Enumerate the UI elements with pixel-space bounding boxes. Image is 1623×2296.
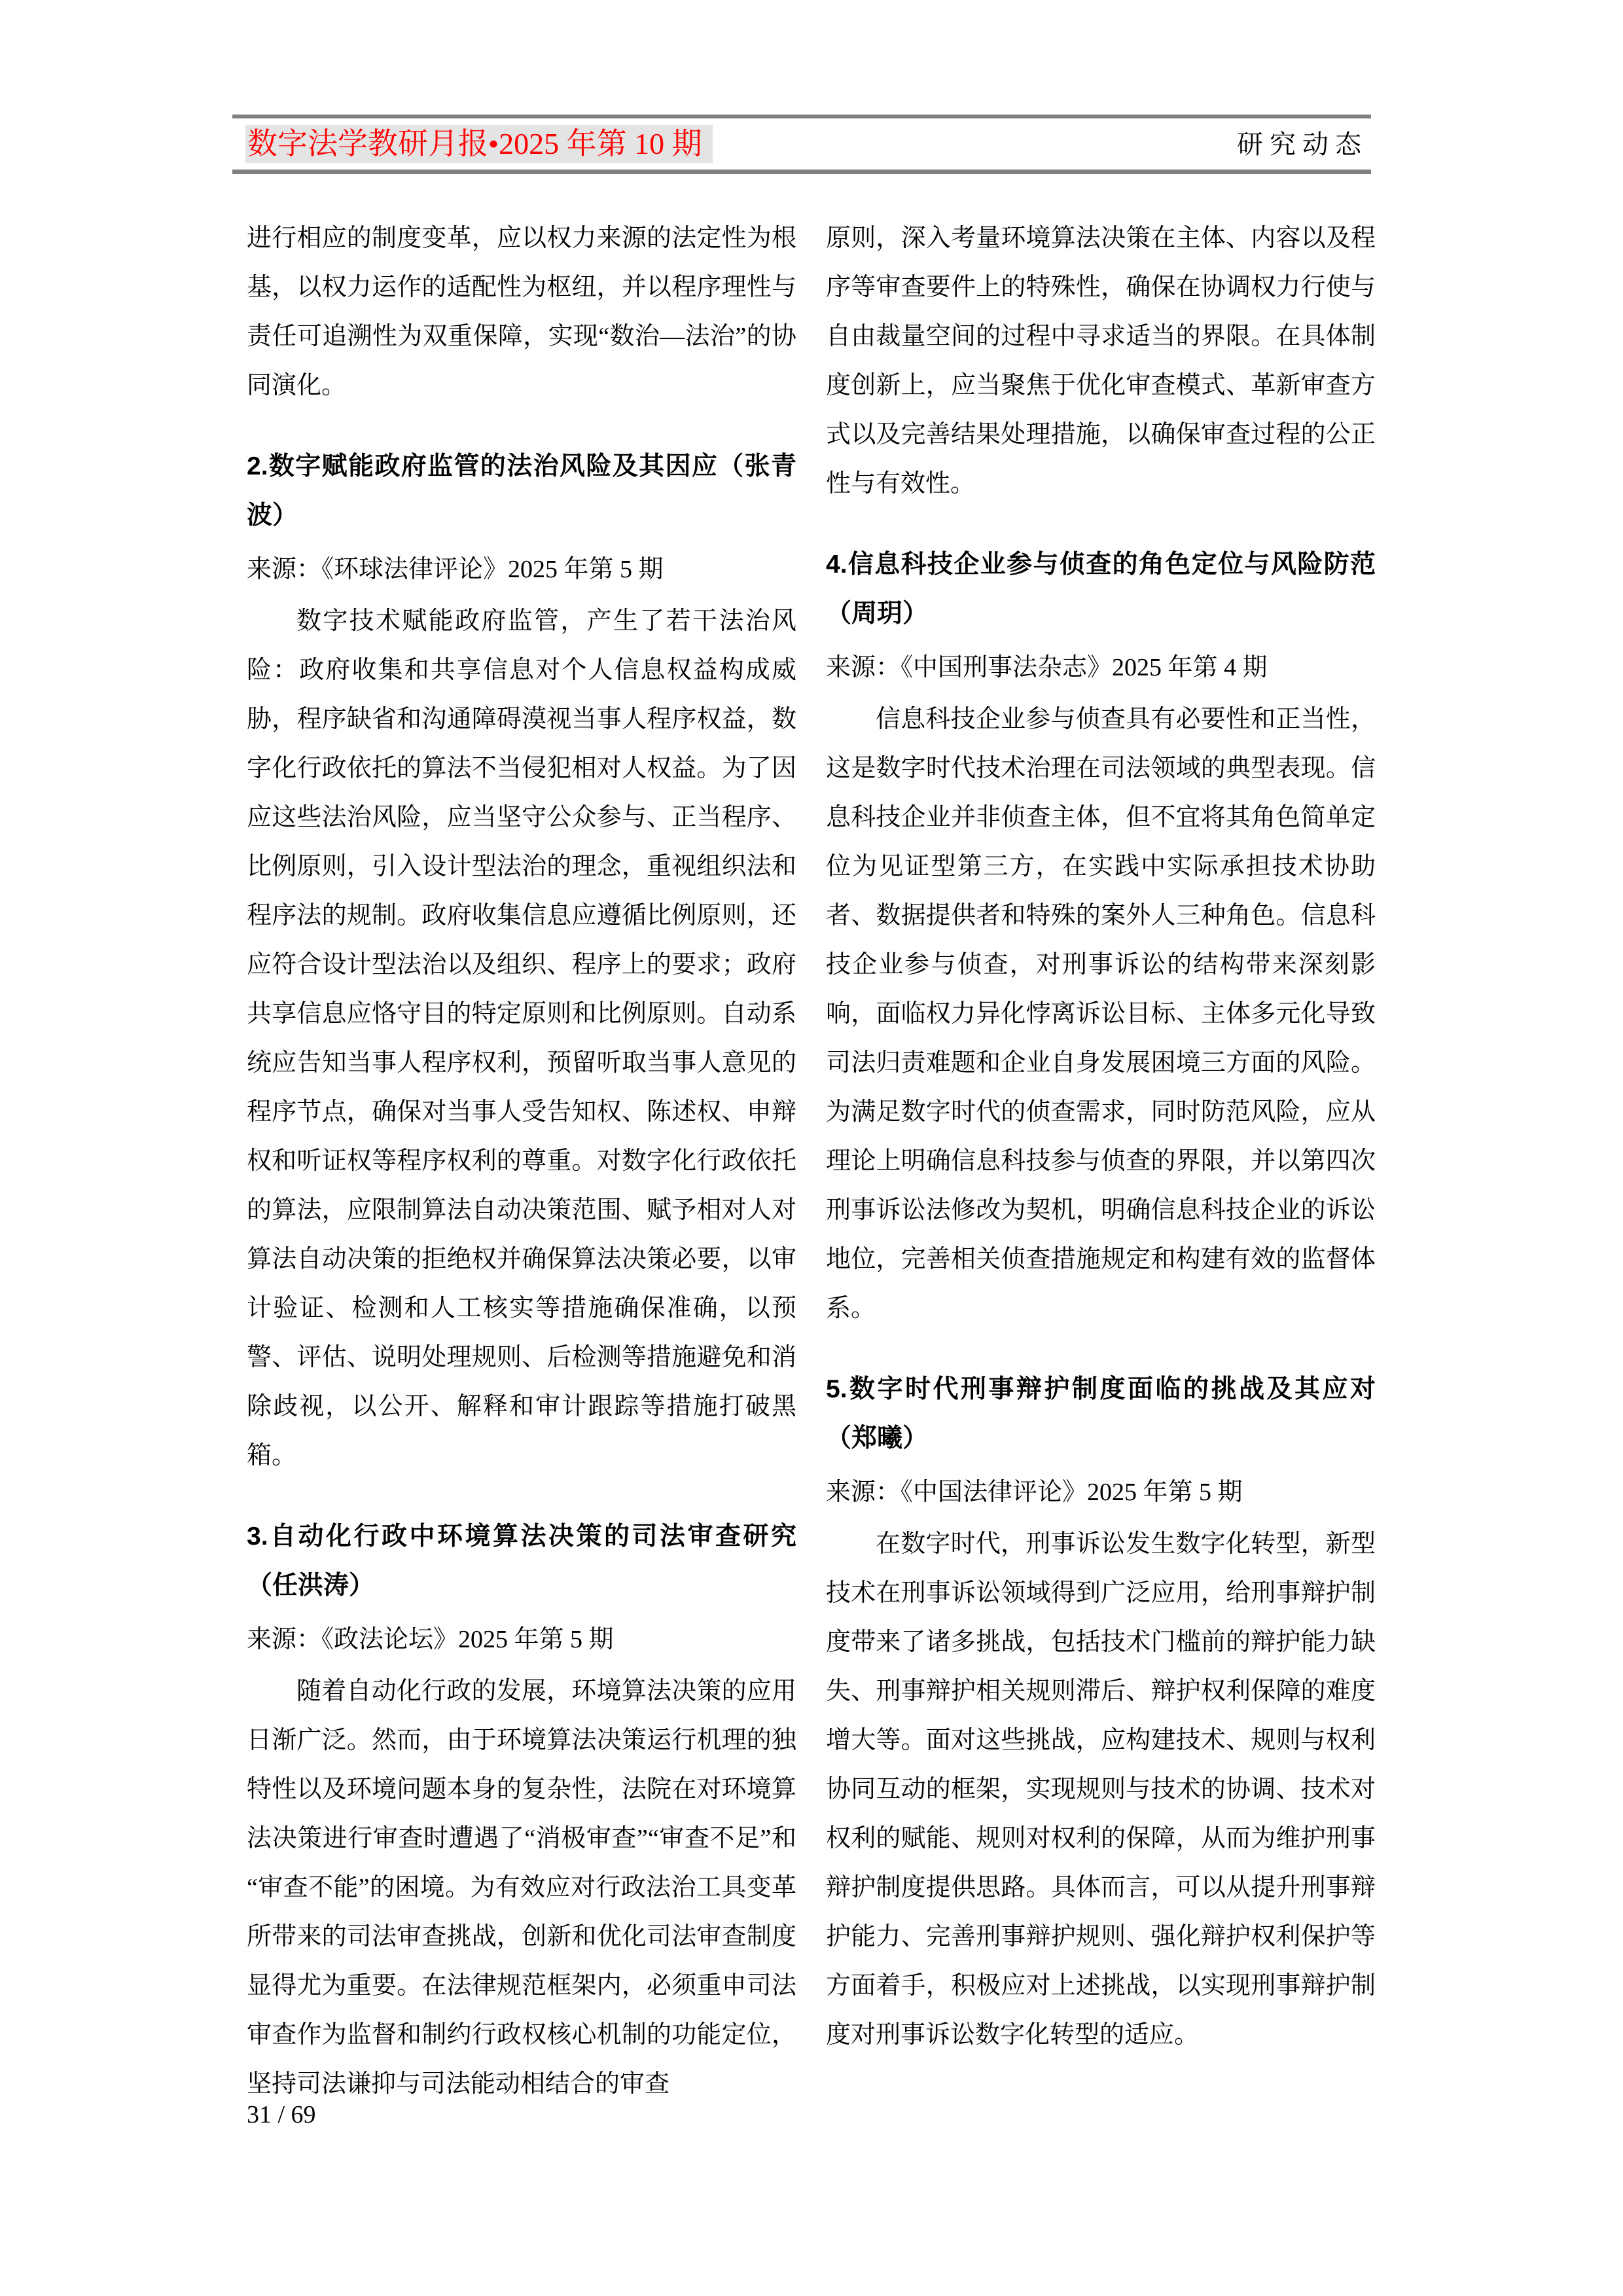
header-section-label: 研究动态 (1237, 130, 1368, 159)
article-abstract: 随着自动化行政的发展，环境算法决策的应用日渐广泛。然而，由于环境算法决策运行机理的独特性以及环境问题本身的复杂性，法院在对环境算法决策进行审查时遭遇了“消极审查”“审查不足”和“审查不能”的困境。为有效应对行政法治工具变革所带来的司法审查挑战，创新和优化司法审查制度显得尤为重要。在法律规范框架内，必须重申司法审查作为监督和制约行政权核心机制的功能定位，坚持司法谦抑与司法能动相结合的审查 (247, 1677, 796, 2098)
page-number: 31 / 69 (247, 2101, 316, 2128)
continued-paragraph: 进行相应的制度变革，应以权力来源的法定性为根基，以权力运作的适配性为枢纽，并以程序理性与责任可追溯性为双重保障，实现“数治—法治”的协同演化。 (247, 224, 796, 399)
article-abstract: 信息科技企业参与侦查具有必要性和正当性，这是数字时代技术治理在司法领域的典型表现。信息科技企业并非侦查主体，但不宜将其角色简单定位为见证型第三方，在实践中实际承担技术协助者、数据提供者和特殊的案外人三种角色。信息科技企业参与侦查，对刑事诉讼的结构带来深刻影响，面临权力异化悖离诉讼目标、主体多元化导致司法归责难题和企业自身发展困境三方面的风险。为满足数字时代的侦查需求，同时防范风险，应从理论上明确信息科技参与侦查的界限，并以第四次刑事诉讼法修改为契机，明确信息科技企业的诉讼地位，完善相关侦查措施规定和构建有效的监督体系。 (826, 706, 1376, 1322)
header-rule-bottom (232, 170, 1371, 174)
article-source: 来源：《环球法律评论》2025 年第 5 期 (247, 556, 664, 583)
article-heading: 4.信息科技企业参与侦查的角色定位与风险防范（周玥） (826, 550, 1376, 628)
article-source: 来源：《政法论坛》2025 年第 5 期 (247, 1626, 614, 1653)
article-heading: 3.自动化行政中环境算法决策的司法审查研究（任洪涛） (247, 1522, 796, 1600)
article-source: 来源：《中国刑事法杂志》2025 年第 4 期 (826, 654, 1268, 681)
right-column (826, 214, 1376, 2060)
article-heading: 2.数字赋能政府监管的法治风险及其因应（张青波） (247, 452, 796, 529)
header-rule-top (232, 115, 1371, 118)
left-column (247, 214, 796, 2109)
article-abstract: 在数字时代，刑事诉讼发生数字化转型，新型技术在刑事诉讼领域得到广泛应用，给刑事辩护制度带来了诸多挑战，包括技术门槛前的辩护能力缺失、刑事辩护相关规则滞后、辩护权利保障的难度增大等。面对这些挑战，应构建技术、规则与权利协同互动的框架，实现规则与技术的协调、技术对权利的赋能、规则对权利的保障，从而为维护刑事辩护制度提供思路。具体而言，可以从提升刑事辩护能力、完善刑事辩护规则、强化辩护权利保护等方面着手，积极应对上述挑战，以实现刑事辩护制度对刑事诉讼数字化转型的适应。 (826, 1530, 1376, 2049)
journal-title: 数字法学教研月报•2025 年第 10 期 (245, 125, 713, 163)
article-heading: 5.数字时代刑事辩护制度面临的挑战及其应对（郑曦） (826, 1375, 1376, 1452)
continued-paragraph: 原则，深入考量环境算法决策在主体、内容以及程序等审查要件上的特殊性，确保在协调权力行使与自由裁量空间的过程中寻求适当的界限。在具体制度创新上，应当聚焦于优化审查模式、革新审查方式以及完善结果处理措施，以确保审查过程的公正性与有效性。 (826, 224, 1376, 497)
article-abstract: 数字技术赋能政府监管，产生了若干法治风险：政府收集和共享信息对个人信息权益构成威胁，程序缺省和沟通障碍漠视当事人程序权益，数字化行政依托的算法不当侵犯相对人权益。为了因应这些法治风险，应当坚守公众参与、正当程序、比例原则，引入设计型法治的理念，重视组织法和程序法的规制。政府收集信息应遵循比例原则，还应符合设计型法治以及组织、程序上的要求；政府共享信息应恪守目的特定原则和比例原则。自动系统应告知当事人程序权利，预留听取当事人意见的程序节点，确保对当事人受告知权、陈述权、申辩权和听证权等程序权利的尊重。对数字化行政依托的算法，应限制算法自动决策范围、赋予相对人对算法自动决策的拒绝权并确保算法决策必要，以审计验证、检测和人工核实等措施确保准确，以预警、评估、说明处理规则、后检测等措施避免和消除歧视，以公开、解释和审计跟踪等措施打破黑箱。 (247, 607, 796, 1469)
article-source: 来源：《中国法律评论》2025 年第 5 期 (826, 1479, 1243, 1506)
